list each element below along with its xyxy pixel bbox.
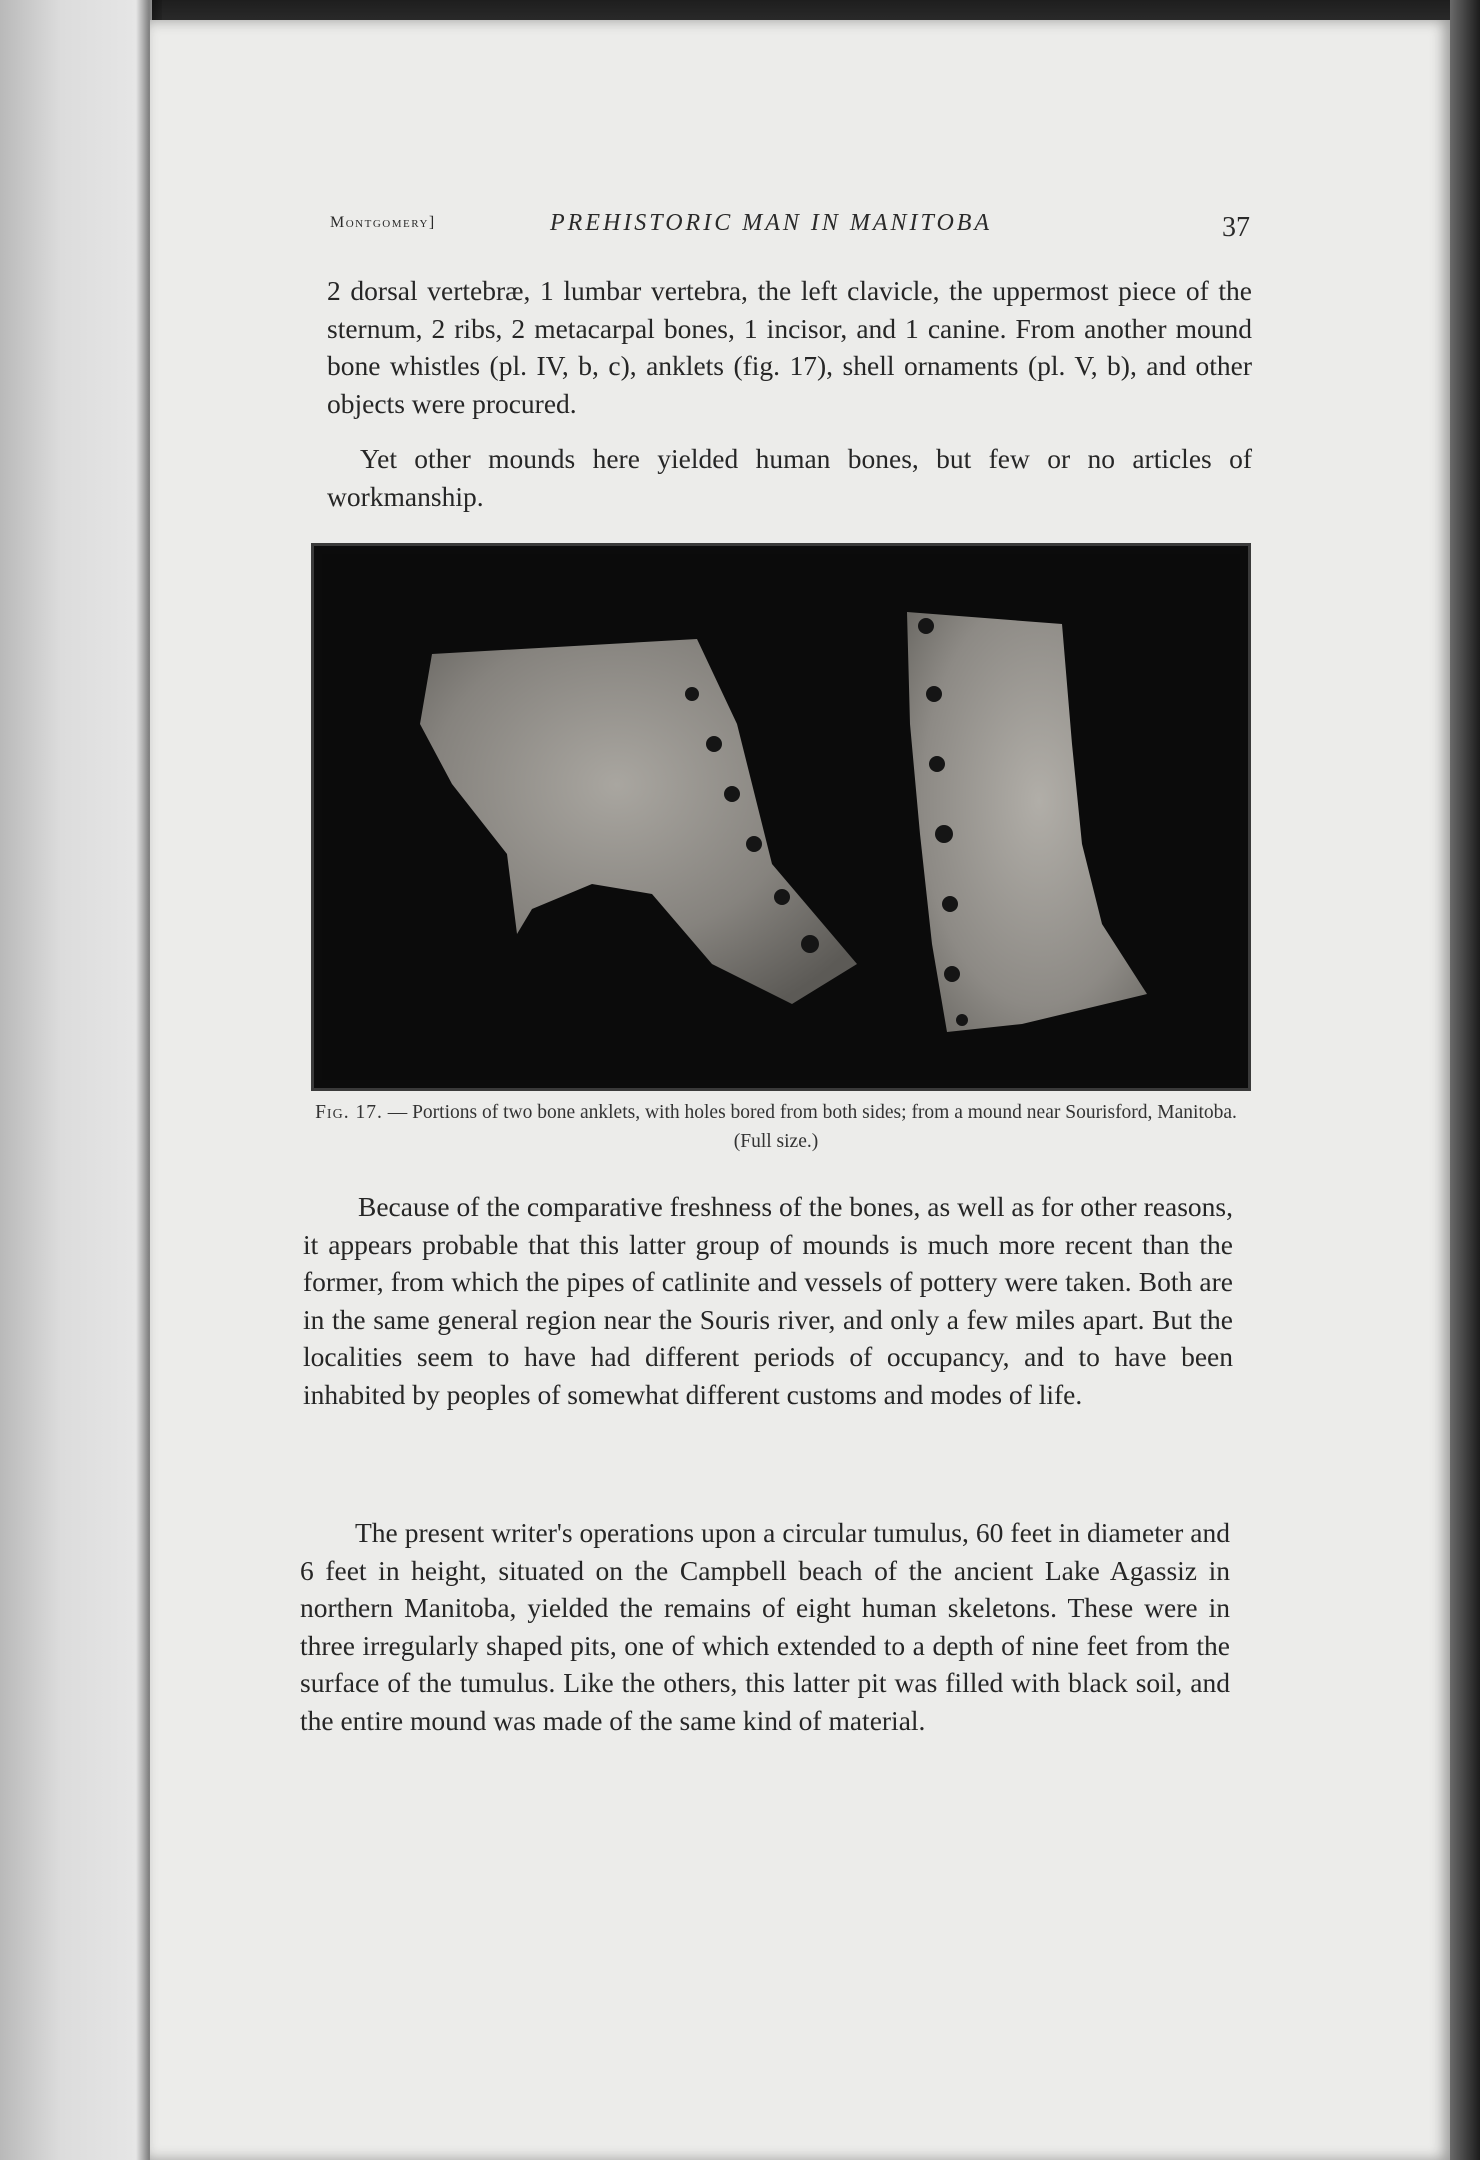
header-title: PREHISTORIC MAN IN MANITOBA [550,210,993,236]
figure-caption-text: — Portions of two bone anklets, with holes bored from both sides; from a mound near Sourisford, Manitoba. (Full size.) [387,1102,1237,1152]
paragraph-2: Yet other mounds here yielded human bones, but few or no articles of workmanship. [327,443,1252,512]
scan-background-right [1450,0,1480,2160]
bone-anklets-image [322,554,1240,1080]
running-header [330,210,1250,250]
paragraph-4: The present writer's operations upon a circular tumulus, 60 feet in diameter and 6 feet in height, situated on the Campbell beach of the ancient Lake Agassiz in northern Manitoba, yielded the remains of eight human skeletons. These were in three irregularly shaped pits, one of which extended to a depth of nine feet from the surface of the tumulus. Like the others, this latter pit was filled with black soil, and the entire mound was made of the same kind of material. [300,1517,1230,1736]
figure-caption [310,1098,1242,1156]
paragraph-3: Because of the comparative freshness of the bones, as well as for other reasons, it appears probable that this latter group of mounds is much more recent than the former, from which the pipes of catlinite and vessels of pottery were taken. Both are in the same general region near the Souris river, and only a few miles apart. But the localities seem to have had different periods of occupancy, and to have been inhabited by peoples of somewhat different customs and modes of life. [303,1191,1233,1410]
header-author: Montgomery] [330,214,436,231]
figure-label: Fig. 17. [315,1102,383,1123]
paragraph-1: 2 dorsal vertebræ, 1 lumbar vertebra, the left clavicle, the uppermost piece of the sternum, 2 ribs, 2 metacarpal bones, 1 incisor, and 1 canine. From another mound bone whistles (pl. IV, b, c), anklets (fig. 17), shell ornaments (pl. V, b), and other objects were procured. [327,275,1252,419]
facing-page-edge [0,0,152,2160]
figure-17-photograph [311,543,1251,1091]
page-number: 37 [1222,212,1250,243]
